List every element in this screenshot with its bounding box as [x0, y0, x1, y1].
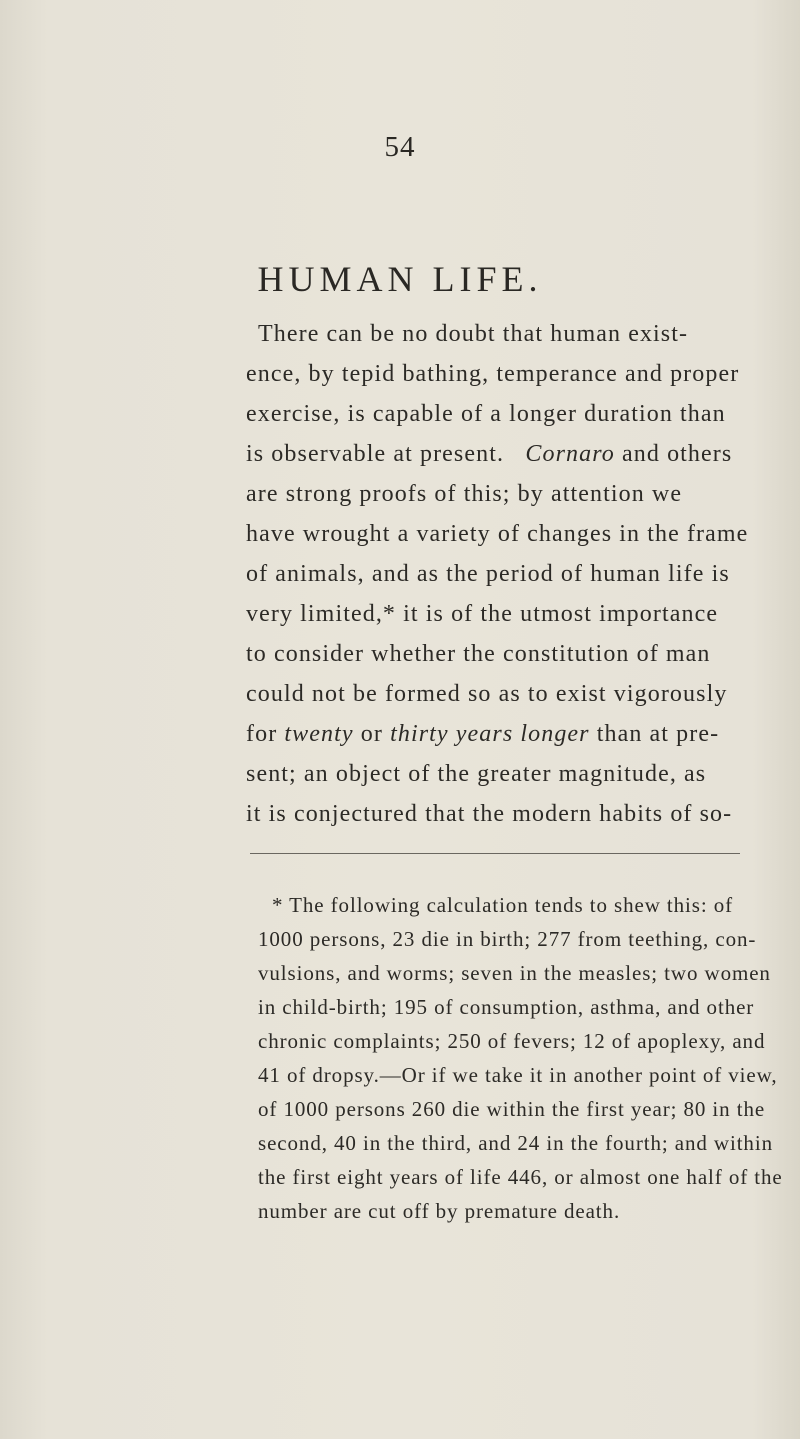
italic-phrase: twenty: [284, 721, 354, 747]
body-line: ence, by tepid bathing, temperance and proper: [246, 361, 740, 387]
italic-phrase: thirty years longer: [390, 721, 590, 747]
body-line: [246, 434, 732, 474]
body-line: [246, 714, 719, 754]
footnote-line: * The following calculation tends to shew this: of: [272, 893, 734, 917]
italic-name: Cornaro: [525, 441, 615, 467]
body-line-text: for: [246, 721, 278, 747]
body-line: it is conjectured that the modern habits of so-: [246, 801, 733, 827]
footnote-line: chronic complaints; 250 of fevers; 12 of apoplexy, and: [258, 1029, 766, 1053]
body-line-text: exercise, is capable of a longer duration than: [246, 401, 726, 427]
body-line: of animals, and as the period of human life is: [246, 561, 730, 587]
footnote-line: number are cut off by premature death.: [258, 1199, 621, 1223]
footnote-line: 41 of dropsy.—Or if we take it in another point of view,: [258, 1063, 778, 1087]
body-line-text: or: [360, 721, 383, 747]
footnote-line: the first eight years of life 446, or almost one half of the: [258, 1165, 783, 1189]
chapter-title: HUMAN LIFE.: [257, 259, 543, 299]
page-number: 54: [384, 131, 416, 163]
body-line: There can be no doubt that human exist-: [258, 321, 689, 347]
footnote-divider: [250, 853, 740, 854]
footnote-line: second, 40 in the third, and 24 in the fourth; and within: [258, 1131, 773, 1155]
footnote-line: of 1000 persons 260 die within the first year; 80 in the: [258, 1097, 766, 1121]
body-line: sent; an object of the greater magnitude, as: [246, 761, 707, 787]
body-line-text: than at pre-: [596, 721, 720, 747]
footnote-line: vulsions, and worms; seven in the measles; two women: [258, 961, 771, 985]
footnote-line: 1000 persons, 23 die in birth; 277 from teething, con-: [258, 927, 757, 951]
body-line: have wrought a variety of changes in the frame: [246, 521, 749, 547]
body-line: to consider whether the constitution of man: [246, 641, 711, 667]
body-line-text: and others: [622, 441, 733, 467]
body-line: could not be formed so as to exist vigorously: [246, 681, 728, 707]
body-line: [246, 394, 726, 434]
body-line: very limited,* it is of the utmost importance: [246, 601, 719, 627]
body-line: are strong proofs of this; by attention we: [246, 481, 683, 507]
footnote-line: in child-birth; 195 of consumption, asthma, and other: [258, 995, 755, 1019]
body-line-text: is observable at present.: [246, 441, 505, 467]
